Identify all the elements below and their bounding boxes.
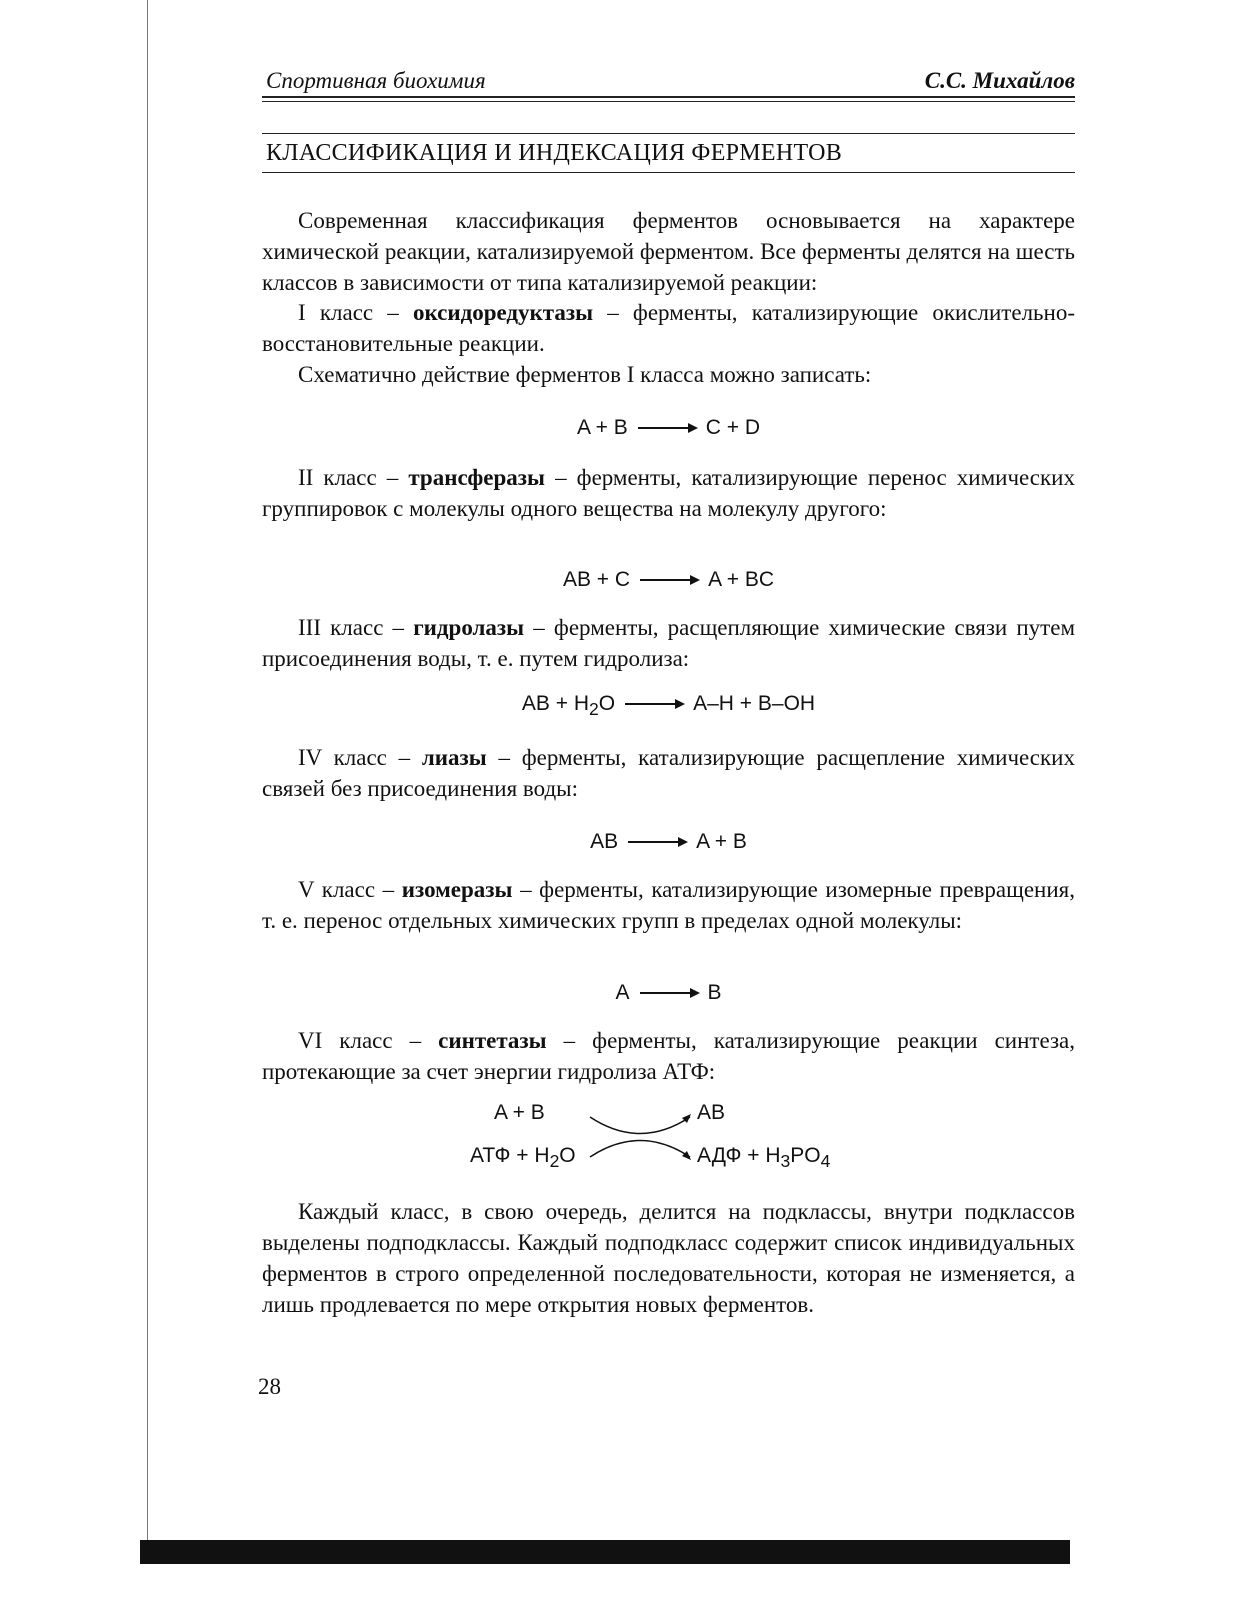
page-number: 28 bbox=[258, 1374, 281, 1399]
eq6-bottom-right: АДФ + $H_3PO_4$ bbox=[697, 1144, 831, 1172]
equation-5: A B bbox=[615, 981, 722, 1004]
running-header-author: С.С. Михайлов bbox=[924, 68, 1075, 93]
eq6-top-left: A + B bbox=[494, 1101, 545, 1124]
class-5-paragraph: V класс – изомеразы – ферменты, катализирующие изомерные превращения, т. е. перенос отдельных химических групп в пределах одной молекулы: bbox=[262, 877, 1075, 933]
running-header-title: Спортивная биохимия bbox=[266, 68, 486, 93]
section-title: КЛАССИФИКАЦИЯ И ИНДЕКСАЦИЯ ФЕРМЕНТОВ bbox=[266, 140, 843, 166]
class-1-paragraph: I класс – оксидоредуктазы – ферменты, катализирующие окислительно-восстановительные реакции. bbox=[262, 300, 1076, 356]
class-4-paragraph: IV класс – лиазы – ферменты, катализирующие расщепление химических связей без присоединения воды: bbox=[262, 745, 1075, 801]
intro-paragraph: Современная классификация ферментов основывается на характере химической реакции, катализируемой ферментом. Все ферменты делятся на шесть классов в зависимости от типа катализируемой реакции: bbox=[262, 208, 1075, 295]
header-rule-thin bbox=[262, 101, 1075, 102]
class-3-paragraph: III класс – гидролазы – ферменты, расщепляющие химические связи путем присоединения воды, т. е. путем гидролиза: bbox=[262, 615, 1075, 671]
header-rule bbox=[262, 96, 1075, 98]
schematic-note: Схематично действие ферментов I класса можно записать: bbox=[298, 362, 872, 387]
coupled-reaction-arrows bbox=[585, 1112, 695, 1162]
page-binding-edge bbox=[140, 1540, 1070, 1564]
class-2-paragraph: II класс – трансферазы – ферменты, катализирующие перенос химических группировок с молекулы одного вещества на молекулу другого: bbox=[262, 465, 1075, 521]
title-rule-bottom bbox=[262, 172, 1075, 173]
equation-3: AB + $H_2O$ A–H + B–OH bbox=[521, 692, 816, 720]
equation-1: A + B C + D bbox=[576, 416, 761, 439]
equation-4: AB A + B bbox=[590, 830, 747, 853]
eq6-bottom-left: АТФ + $H_2O$ bbox=[470, 1144, 576, 1172]
class-6-paragraph: VI класс – синтетазы – ферменты, катализирующие реакции синтеза, протекающие за счет энергии гидролиза АТФ: bbox=[262, 1028, 1075, 1084]
closing-paragraph: Каждый класс, в свою очередь, делится на подклассы, внутри подклассов выделены подподклассы. Каждый подподкласс содержит список индивидуальных ферментов в строго определенной последовательности, которая не изменяется, а лишь продлевается по мере открытия новых ферментов. bbox=[262, 1199, 1075, 1317]
title-rule-top bbox=[262, 133, 1075, 134]
equation-2: AB + C A + BC bbox=[562, 568, 775, 591]
margin-scan-line bbox=[147, 0, 148, 1540]
eq6-top-right: AB bbox=[697, 1101, 726, 1124]
